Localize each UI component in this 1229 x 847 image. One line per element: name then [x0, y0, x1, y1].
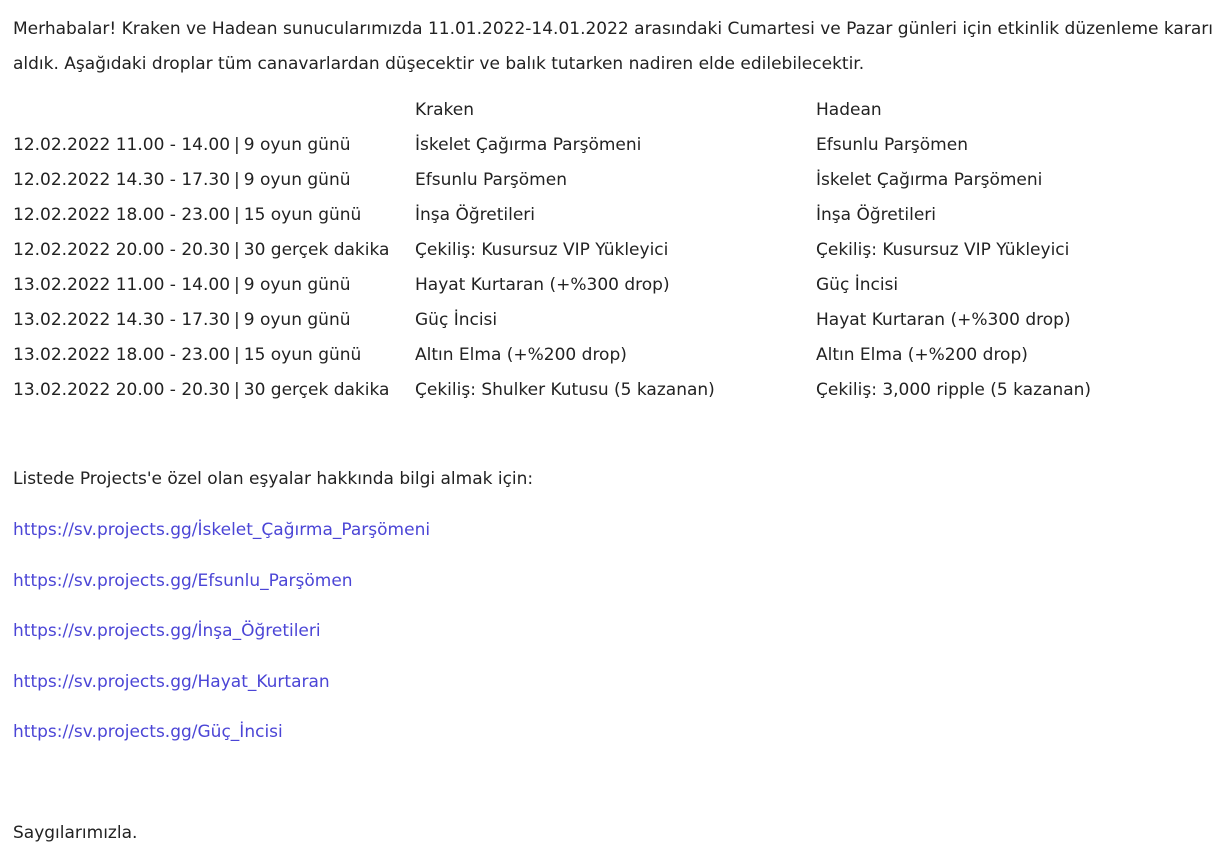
row-time-cell: [13, 372, 415, 407]
row-kraken-drop: Hayat Kurtaran (+%300 drop): [415, 274, 670, 295]
list-item: [13, 569, 430, 620]
table-row: [13, 162, 1216, 197]
row-time-cell: [13, 127, 415, 162]
row-time-cell: [13, 302, 415, 337]
row-time: 13.02.2022 18.00 - 23.00: [13, 344, 231, 365]
row-time: 13.02.2022 11.00 - 14.00: [13, 274, 231, 295]
separator: |: [234, 379, 240, 400]
item-link[interactable]: https://sv.projects.gg/İskelet_Çağırma_Parşömeni: [13, 520, 431, 540]
intro-paragraph: Merhabalar! Kraken ve Hadean sunucularımızda 11.01.2022-14.01.2022 arasındaki Cumartesi ve Pazar günleri için etkinlik düzenleme kararı aldık. Aşağıdaki droplar tüm canavarlardan düşecektir ve balık tutarken nadiren elde edilebilecektir.: [13, 19, 1213, 74]
row-hadean-drop: İnşa Öğretileri: [816, 204, 936, 225]
separator: |: [234, 274, 240, 295]
row-hadean-drop: İskelet Çağırma Parşömeni: [816, 169, 1043, 190]
header-kraken: Kraken: [415, 99, 475, 120]
table-header-row: [13, 92, 1216, 127]
row-duration: 9 oyun günü: [243, 169, 351, 190]
separator: |: [234, 134, 240, 155]
row-hadean-drop: Efsunlu Parşömen: [816, 134, 968, 155]
separator: |: [234, 204, 240, 225]
row-duration: 15 oyun günü: [243, 204, 362, 225]
row-time: 12.02.2022 14.30 - 17.30: [13, 169, 231, 190]
row-duration: 9 oyun günü: [243, 134, 351, 155]
item-link[interactable]: https://sv.projects.gg/İnşa_Öğretileri: [13, 621, 321, 641]
row-hadean-drop: Çekiliş: 3,000 ripple (5 kazanan): [816, 379, 1092, 400]
table-row: [13, 337, 1216, 372]
table-row: [13, 127, 1216, 162]
row-time-cell: [13, 267, 415, 302]
row-time-cell: [13, 197, 415, 232]
item-link[interactable]: https://sv.projects.gg/Hayat_Kurtaran: [13, 671, 330, 692]
row-time-cell: [13, 232, 415, 267]
row-time: 13.02.2022 20.00 - 20.30: [13, 379, 231, 400]
row-kraken-drop: İnşa Öğretileri: [415, 204, 535, 225]
row-time: 13.02.2022 14.30 - 17.30: [13, 309, 231, 330]
row-kraken-drop: Çekiliş: Kusursuz VIP Yükleyici: [415, 239, 669, 260]
header-date: [13, 92, 415, 127]
row-duration: 15 oyun günü: [243, 344, 362, 365]
separator: |: [234, 344, 240, 365]
row-kraken-drop: Güç İncisi: [415, 309, 498, 330]
item-link[interactable]: https://sv.projects.gg/Güç_İncisi: [13, 722, 283, 742]
row-time: 12.02.2022 11.00 - 14.00: [13, 134, 231, 155]
schedule-body: [13, 127, 1216, 407]
item-links-list: [13, 518, 430, 771]
table-row: [13, 267, 1216, 302]
announcement-content: [13, 0, 1225, 843]
table-row: [13, 302, 1216, 337]
row-hadean-drop: Altın Elma (+%200 drop): [816, 344, 1028, 365]
separator: |: [234, 239, 240, 260]
table-row: [13, 197, 1216, 232]
closing-text: Saygılarımızla.: [13, 823, 138, 843]
list-item: [13, 720, 430, 771]
list-item: [13, 518, 430, 569]
list-item: [13, 670, 430, 721]
info-text: Listede Projects'e özel olan eşyalar hakkında bilgi almak için:: [13, 469, 534, 489]
row-time: 12.02.2022 20.00 - 20.30: [13, 239, 231, 260]
row-time-cell: [13, 337, 415, 372]
list-item: [13, 619, 430, 670]
row-hadean-drop: Güç İncisi: [816, 274, 899, 295]
row-hadean-drop: Çekiliş: Kusursuz VIP Yükleyici: [816, 239, 1070, 260]
row-kraken-drop: Çekiliş: Shulker Kutusu (5 kazanan): [415, 379, 715, 400]
row-time-cell: [13, 162, 415, 197]
table-row: [13, 232, 1216, 267]
event-schedule-table: [13, 92, 1216, 407]
row-duration: 30 gerçek dakika: [243, 379, 390, 400]
row-kraken-drop: Efsunlu Parşömen: [415, 169, 567, 190]
row-time: 12.02.2022 18.00 - 23.00: [13, 204, 231, 225]
row-hadean-drop: Hayat Kurtaran (+%300 drop): [816, 309, 1071, 330]
row-kraken-drop: Altın Elma (+%200 drop): [415, 344, 627, 365]
table-row: [13, 372, 1216, 407]
item-link[interactable]: https://sv.projects.gg/Efsunlu_Parşömen: [13, 570, 353, 591]
row-duration: 9 oyun günü: [243, 274, 351, 295]
separator: |: [234, 169, 240, 190]
row-kraken-drop: İskelet Çağırma Parşömeni: [415, 134, 642, 155]
separator: |: [234, 309, 240, 330]
row-duration: 9 oyun günü: [243, 309, 351, 330]
row-duration: 30 gerçek dakika: [243, 239, 390, 260]
header-hadean: Hadean: [816, 99, 882, 120]
